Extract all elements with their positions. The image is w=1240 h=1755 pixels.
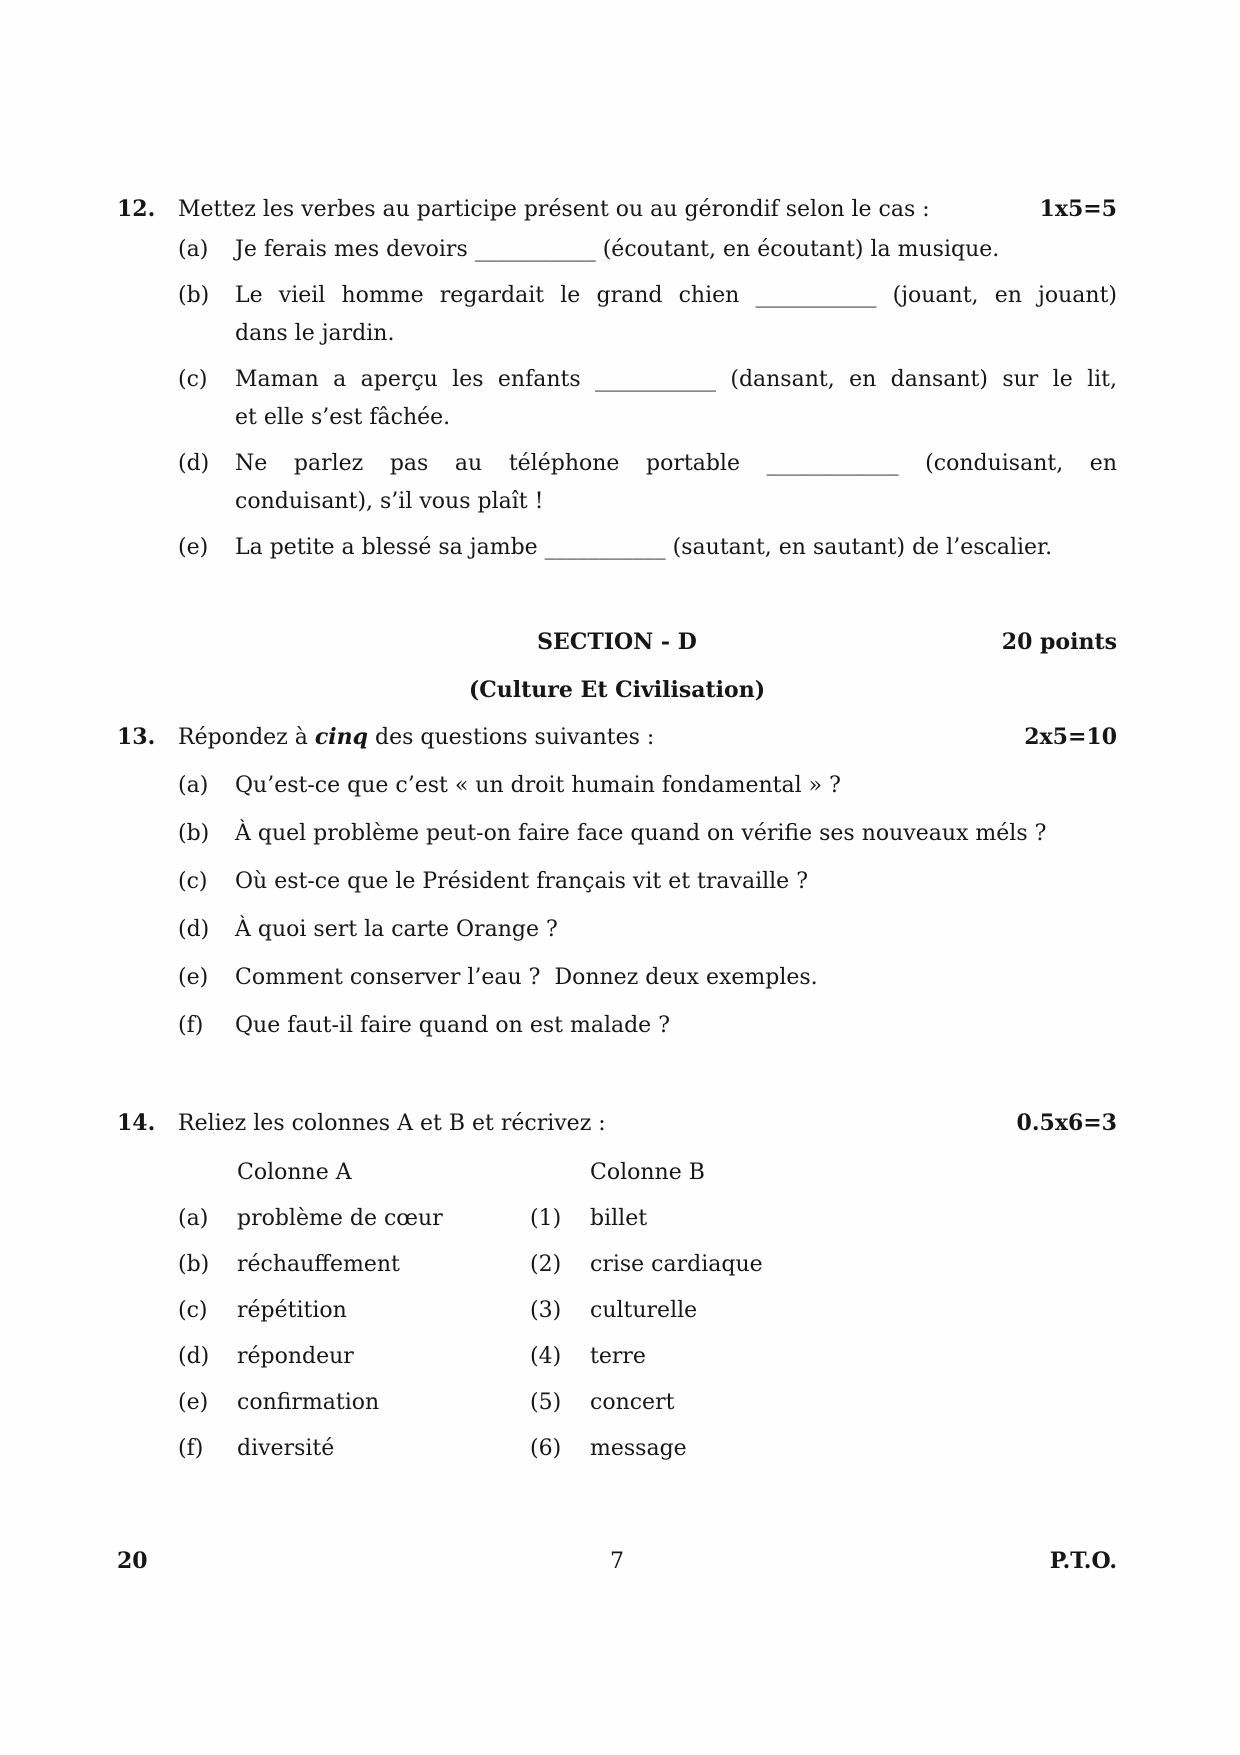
item-label: (b)	[178, 821, 210, 846]
question-marks: 2x5=10	[1024, 724, 1117, 750]
item-label: (c)	[178, 869, 208, 894]
question-item	[117, 820, 1117, 847]
column-b-value: concert	[590, 1390, 675, 1415]
question-14-header	[117, 1110, 1117, 1137]
item-text: Que faut-il faire quand on est malade ?	[235, 1013, 670, 1038]
column-b-value: billet	[590, 1206, 648, 1231]
item-line: Le vieil homme regardait le grand chien ___________ (jouant, en jouant)	[235, 283, 1117, 308]
row-number: (1)	[530, 1206, 562, 1231]
item-text	[235, 277, 1117, 353]
question-12-header	[117, 196, 1117, 223]
match-row	[117, 1205, 1117, 1232]
row-label: (e)	[178, 1390, 209, 1415]
question-text-emphasis: cinq	[314, 724, 369, 750]
column-b-header: Colonne B	[590, 1160, 705, 1185]
item-label: (e)	[178, 535, 209, 560]
question-12	[117, 196, 1117, 567]
item-label: (a)	[178, 773, 209, 798]
question-13	[117, 724, 1117, 1039]
item-text	[235, 231, 1117, 269]
item-text	[235, 445, 1117, 521]
question-item	[117, 868, 1117, 895]
match-row	[117, 1389, 1117, 1416]
item-text	[235, 361, 1117, 437]
question-text: Reliez les colonnes A et B et récrivez :	[178, 1111, 606, 1136]
column-b-value: culturelle	[590, 1298, 698, 1323]
item-text	[235, 529, 1117, 567]
column-a-value: confirmation	[237, 1390, 380, 1415]
item-label: (c)	[178, 367, 208, 392]
footer-code: 20	[117, 1548, 148, 1574]
row-label: (f)	[178, 1436, 204, 1461]
question-item	[117, 277, 1117, 353]
question-item	[117, 964, 1117, 991]
question-text: Mettez les verbes au participe présent ou au gérondif selon le cas :	[178, 197, 930, 222]
question-number: 12.	[117, 196, 156, 222]
item-line: Je ferais mes devoirs ___________ (écoutant, en écoutant) la musique.	[235, 237, 1000, 262]
section-points: 20 points	[1001, 629, 1117, 655]
column-a-value: diversité	[237, 1436, 335, 1461]
match-row	[117, 1297, 1117, 1324]
pto-label: P.T.O.	[1049, 1548, 1117, 1574]
item-line: Maman a aperçu les enfants ___________ (dansant, en dansant) sur le lit,	[235, 367, 1117, 392]
item-label: (e)	[178, 965, 209, 990]
question-14	[117, 1110, 1117, 1462]
question-item	[117, 529, 1117, 567]
column-a-value: réchauffement	[237, 1252, 400, 1277]
page-content	[117, 196, 1117, 1462]
section-title: SECTION - D	[537, 629, 697, 655]
match-row	[117, 1435, 1117, 1462]
row-number: (6)	[530, 1436, 562, 1461]
item-text: Où est-ce que le Président français vit et travaille ?	[235, 869, 808, 894]
item-line: Ne parlez pas au téléphone portable ____________ (conduisant, en	[235, 451, 1117, 476]
item-text: Qu’est-ce que c’est « un droit humain fondamental » ?	[235, 773, 841, 798]
question-item	[117, 772, 1117, 799]
row-label: (a)	[178, 1206, 209, 1231]
column-a-value: problème de cœur	[237, 1206, 443, 1231]
item-text: À quoi sert la carte Orange ?	[235, 917, 558, 942]
item-label: (d)	[178, 451, 210, 476]
item-line: dans le jardin.	[235, 321, 395, 346]
item-label: (b)	[178, 283, 210, 308]
column-b-value: crise cardiaque	[590, 1252, 763, 1277]
question-item	[117, 361, 1117, 437]
question-item	[117, 231, 1117, 269]
question-item	[117, 916, 1117, 943]
section-subtitle: (Culture Et Civilisation)	[468, 677, 766, 703]
question-marks: 1x5=5	[1039, 196, 1117, 222]
question-number: 13.	[117, 724, 156, 750]
matching-table-headers	[117, 1159, 1117, 1186]
page-footer	[117, 1548, 1117, 1575]
column-a-value: répétition	[237, 1298, 347, 1323]
row-number: (2)	[530, 1252, 562, 1277]
item-label: (f)	[178, 1013, 204, 1038]
item-text: À quel problème peut-on faire face quand on vérifie ses nouveaux méls ?	[235, 821, 1047, 846]
item-label: (d)	[178, 917, 210, 942]
question-text	[178, 724, 1012, 751]
item-line: et elle s’est fâchée.	[235, 405, 451, 430]
row-number: (5)	[530, 1390, 562, 1415]
row-number: (4)	[530, 1344, 562, 1369]
row-label: (b)	[178, 1252, 210, 1277]
question-item	[117, 445, 1117, 521]
item-text: Comment conserver l’eau ? Donnez deux exemples.	[235, 965, 818, 990]
question-text-suffix: des questions suivantes :	[368, 725, 655, 750]
column-a-value: répondeur	[237, 1344, 354, 1369]
match-row	[117, 1251, 1117, 1278]
section-heading-row	[117, 629, 1117, 656]
row-label: (c)	[178, 1298, 208, 1323]
match-row	[117, 1343, 1117, 1370]
column-b-value: terre	[590, 1344, 646, 1369]
question-number: 14.	[117, 1110, 156, 1136]
item-line: La petite a blessé sa jambe ___________ (sautant, en sautant) de l’escalier.	[235, 535, 1053, 560]
question-item	[117, 1012, 1117, 1039]
column-a-header: Colonne A	[237, 1160, 352, 1185]
column-b-value: message	[590, 1436, 687, 1461]
question-marks: 0.5x6=3	[1016, 1110, 1117, 1136]
row-number: (3)	[530, 1298, 562, 1323]
page-number: 7	[609, 1549, 624, 1574]
question-text-prefix: Répondez à	[178, 725, 315, 750]
item-line: conduisant), s’il vous plaît !	[235, 489, 544, 514]
row-label: (d)	[178, 1344, 210, 1369]
item-label: (a)	[178, 237, 209, 262]
question-13-header	[117, 724, 1117, 751]
